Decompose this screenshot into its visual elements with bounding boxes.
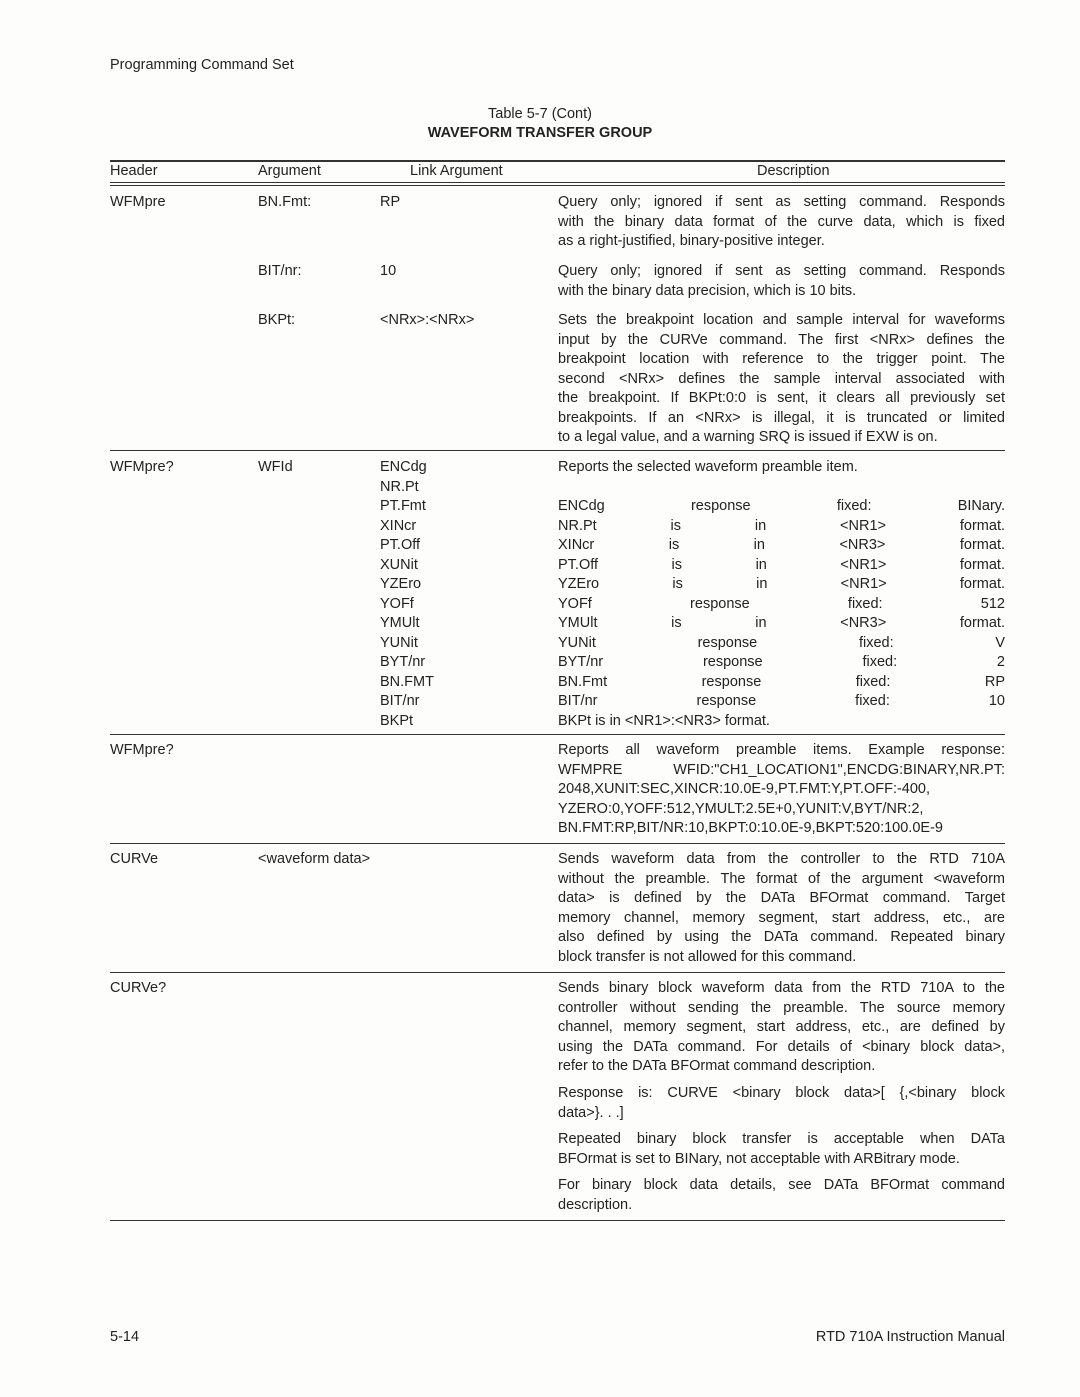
description-line: using the DATa command. For details of <binary block data>, xyxy=(558,1038,1005,1055)
description-line: PT.Off is in <NR1> format. xyxy=(558,556,1005,573)
description-line: Reports the selected waveform preamble item. xyxy=(558,459,858,475)
col-description: Description xyxy=(757,163,830,179)
row-header: CURVe? xyxy=(110,980,167,996)
row-link-argument: XINcr xyxy=(380,517,417,534)
row-link-argument: BYT/nr xyxy=(380,654,426,670)
description-line: Response is: CURVE <binary block data>[ {,<binary block xyxy=(558,1085,1005,1101)
description-line: YMUlt is in <NR3> format. xyxy=(558,615,1005,631)
description-line: with the binary data precision, which is 10 bits. xyxy=(558,282,857,299)
description-line: 2048,XUNIT:SEC,XINCR:10.0E-9,PT.FMT:Y,PT.OFF:-400, xyxy=(558,781,931,797)
col-header: Header xyxy=(110,163,158,179)
description-line: BKPt is in <NR1>:<NR3> format. xyxy=(558,712,770,729)
description-line: refer to the DATa BFOrmat command description. xyxy=(558,1058,876,1074)
row-link-argument: YZEro xyxy=(380,576,422,592)
row-link-argument: BKPt xyxy=(380,712,414,729)
row-header: WFMpre? xyxy=(110,459,174,475)
row-link-argument: NR.Pt xyxy=(380,478,419,495)
row-link-argument: XUNit xyxy=(380,556,418,573)
description-line: XINcr is in <NR3> format. xyxy=(558,537,1005,553)
description-line: Query only; ignored if sent as setting command. Responds xyxy=(558,194,1005,210)
description-line: as a right-justified, binary-positive integer. xyxy=(558,233,825,249)
row-separator xyxy=(110,450,1005,451)
description-line: YZEro is in <NR1> format. xyxy=(558,576,1005,592)
row-link-argument: PT.Off xyxy=(380,537,421,553)
header-rule xyxy=(110,182,1005,183)
col-argument: Argument xyxy=(258,163,321,179)
description-line: also defined by using the DATa command. Repeated binary xyxy=(558,929,1005,945)
description-line: controller without sending the preamble. The source memory xyxy=(558,999,1005,1016)
table-title: WAVEFORM TRANSFER GROUP xyxy=(427,125,653,141)
row-argument: BKPt: xyxy=(258,312,296,328)
description-line: YUNit response fixed: V xyxy=(558,634,1005,651)
description-line: memory channel, memory segment, start address, etc., are xyxy=(558,909,1005,926)
description-line: block transfer is not allowed for this command. xyxy=(558,948,857,965)
row-link-argument: YOFf xyxy=(380,595,414,612)
table-number: Table 5-7 (Cont) xyxy=(488,106,592,122)
row-link-argument: PT.Fmt xyxy=(380,498,426,514)
description-line: BFOrmat is set to BINary, not acceptable with ARBitrary mode. xyxy=(558,1150,960,1167)
row-link-argument: 10 xyxy=(380,263,397,279)
row-link-argument: YMUlt xyxy=(380,615,420,631)
row-link-argument: RP xyxy=(380,194,401,210)
description-line: input by the CURVe command. The first <NRx> defines the xyxy=(558,331,1005,348)
row-link-argument: BN.FMT xyxy=(380,673,434,690)
description-line: Sets the breakpoint location and sample interval for waveforms xyxy=(558,312,1005,328)
description-line: BN.FMT:RP,BIT/NR:10,BKPT:0:10.0E-9,BKPT:520:100.0E-9 xyxy=(558,820,943,836)
description-line: with the binary data format of the curve data, which is fixed xyxy=(558,213,1005,230)
description-line: ENCdg response fixed: BINary. xyxy=(558,498,1005,514)
description-line: data>}. . .] xyxy=(558,1104,624,1121)
row-argument: BN.Fmt: xyxy=(258,194,312,210)
description-line: second <NRx> defines the sample interval associated with xyxy=(558,370,1005,387)
page-number: 5-14 xyxy=(110,1329,140,1345)
description-line: For binary block data details, see DATa BFOrmat command xyxy=(558,1177,1005,1193)
manual-title: RTD 710A Instruction Manual xyxy=(815,1329,1005,1345)
description-line: breakpoints. If an <NRx> is illegal, it is truncated or limited xyxy=(558,409,1005,426)
table-top-rule xyxy=(110,160,1005,162)
row-header: CURVe xyxy=(110,851,159,867)
description-line: NR.Pt is in <NR1> format. xyxy=(558,517,1005,534)
row-header: WFMpre xyxy=(110,194,166,210)
description-line: BN.Fmt response fixed: RP xyxy=(558,673,1005,690)
description-line: BYT/nr response fixed: 2 xyxy=(558,654,1005,670)
description-line: channel, memory segment, start address, etc., are defined by xyxy=(558,1019,1005,1035)
description-line: without the preamble. The format of the argument <waveform xyxy=(558,870,1005,887)
description-line: Sends binary block waveform data from the RTD 710A to the xyxy=(558,980,1005,996)
row-separator xyxy=(110,734,1005,735)
description-line: the breakpoint. If BKPt:0:0 is sent, it clears all previously set xyxy=(558,390,1005,406)
row-separator xyxy=(110,843,1005,844)
row-argument: WFId xyxy=(258,459,293,475)
row-link-argument: YUNit xyxy=(380,634,418,651)
row-argument: BIT/nr: xyxy=(258,263,302,279)
description-line: data> is defined by the DATa BFOrmat command. Target xyxy=(558,890,1005,906)
section-title: Programming Command Set xyxy=(110,57,294,73)
row-separator xyxy=(110,972,1005,973)
description-line: Repeated binary block transfer is acceptable when DATa xyxy=(558,1131,1005,1147)
row-link-argument: <NRx>:<NRx> xyxy=(380,312,475,328)
row-argument: <waveform data> xyxy=(258,851,371,867)
row-link-argument: BIT/nr xyxy=(380,693,420,709)
description-line: BIT/nr response fixed: 10 xyxy=(558,693,1005,709)
description-line: Reports all waveform preamble items. Example response: xyxy=(558,742,1005,758)
description-line: Query only; ignored if sent as setting command. Responds xyxy=(558,263,1005,279)
description-line: YZERO:0,YOFF:512,YMULT:2.5E+0,YUNIT:V,BYT/NR:2, xyxy=(558,800,924,817)
description-line: to a legal value, and a warning SRQ is issued if EXW is on. xyxy=(558,429,938,445)
description-line: WFMPRE WFID:"CH1_LOCATION1",ENCDG:BINARY,NR.PT: xyxy=(558,761,1005,778)
header-rule-2 xyxy=(110,185,1005,186)
description-line: description. xyxy=(558,1196,633,1213)
row-link-argument: ENCdg xyxy=(380,459,427,475)
row-header: WFMpre? xyxy=(110,742,174,758)
description-line: breakpoint location with reference to the trigger point. The xyxy=(558,351,1005,367)
col-link-argument: Link Argument xyxy=(410,163,503,179)
table-bottom-rule xyxy=(110,1220,1005,1221)
description-line: Sends waveform data from the controller to the RTD 710A xyxy=(558,851,1005,867)
description-line: YOFf response fixed: 512 xyxy=(558,595,1005,612)
